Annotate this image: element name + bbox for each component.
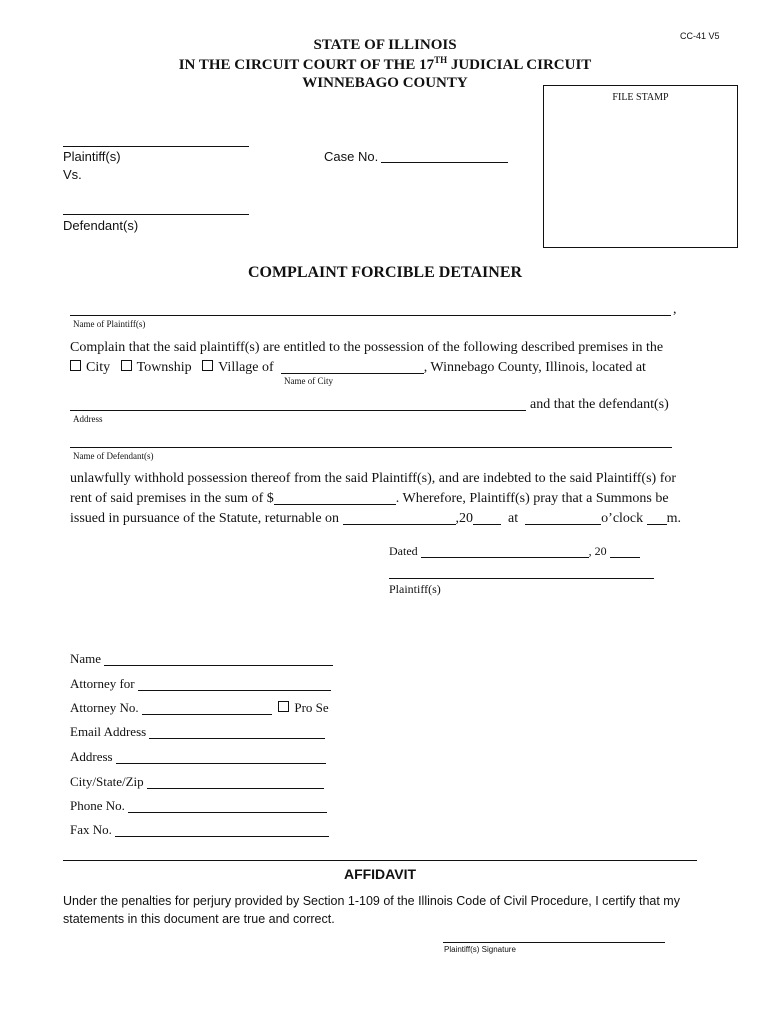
attorney-name-row <box>70 651 333 667</box>
affidavit-line2: statements in this document are true and correct. <box>63 912 335 926</box>
return-year-field[interactable] <box>473 510 501 525</box>
oclock-text: o’clock <box>601 511 644 526</box>
defendant-line[interactable] <box>63 214 249 215</box>
plaintiff-line[interactable] <box>63 146 249 147</box>
plaintiff-label: Plaintiff(s) <box>63 149 121 164</box>
name-of-plaintiff-caption: Name of Plaintiff(s) <box>73 319 146 329</box>
returnable-text: issued in pursuance of the Statute, returnable on <box>70 511 340 526</box>
fax-label: Fax No. <box>70 822 112 837</box>
city-state-zip-row <box>70 774 324 790</box>
phone-field[interactable] <box>128 799 327 813</box>
email-label: Email Address <box>70 724 147 739</box>
attorney-name-label: Name <box>70 651 102 666</box>
attorney-for-row <box>70 676 331 692</box>
wherefore-text: . Wherefore, Plaintiff(s) pray that a Summons be <box>395 491 669 506</box>
village-checkbox[interactable] <box>202 360 213 371</box>
header-court-post: JUDICIAL CIRCUIT <box>447 57 592 73</box>
city-label: City <box>86 360 111 375</box>
village-label: Village of <box>218 360 274 375</box>
attorney-name-field[interactable] <box>104 652 333 666</box>
dated-row <box>389 544 640 559</box>
affidavit-signature-field[interactable] <box>443 942 665 943</box>
affidavit-title: AFFIDAVIT <box>343 866 417 882</box>
county-text: , Winnebago County, Illinois, located at <box>423 360 646 375</box>
complaint-para-line1: unlawfully withhold possession thereof from the said Plaintiff(s), and are indebted to the said Plaintiff(s) for <box>70 471 677 486</box>
plaintiff-signature-field[interactable] <box>389 578 654 579</box>
email-field[interactable] <box>149 725 325 739</box>
name-of-defendants-caption: Name of Defendant(s) <box>73 451 154 461</box>
header-court-sup: TH <box>434 55 448 65</box>
trailing-comma: , <box>673 302 677 317</box>
fax-row <box>70 822 329 838</box>
name-of-defendants-field[interactable] <box>70 447 672 448</box>
affidavit-signature-caption: Plaintiff(s) Signature <box>444 945 516 954</box>
form-code: CC-41 V5 <box>680 31 720 41</box>
at-text: at <box>508 511 519 526</box>
attorney-no-field[interactable] <box>142 701 272 715</box>
address-field[interactable] <box>70 410 526 411</box>
pro-se-checkbox[interactable] <box>278 701 289 712</box>
township-checkbox[interactable] <box>121 360 132 371</box>
case-no-label: Case No. <box>324 149 379 164</box>
am-pm-field[interactable] <box>647 510 667 525</box>
complaint-line1: Complain that the said plaintiff(s) are entitled to the possession of the following described premises in the <box>70 340 664 355</box>
vs-label: Vs. <box>63 167 82 182</box>
rent-sum-text: rent of said premises in the sum of $ <box>70 491 274 506</box>
plaintiff-signature-caption: Plaintiff(s) <box>389 582 441 596</box>
complaint-para-line2 <box>70 490 669 507</box>
attorney-for-field[interactable] <box>138 677 331 691</box>
header-court <box>135 55 635 74</box>
city-state-zip-field[interactable] <box>147 775 324 789</box>
defendant-label: Defendant(s) <box>63 218 139 233</box>
attorney-no-label: Attorney No. <box>70 700 139 715</box>
dated-year-field[interactable] <box>610 545 640 558</box>
pro-se-label: Pro Se <box>294 700 329 715</box>
phone-label: Phone No. <box>70 798 125 813</box>
dated-label: Dated <box>389 544 418 558</box>
file-stamp-label: FILE STAMP <box>612 92 669 103</box>
rent-amount-field[interactable] <box>274 490 396 505</box>
return-hour-field[interactable] <box>525 510 601 525</box>
header-state: STATE OF ILLINOIS <box>313 37 457 53</box>
return-date-field[interactable] <box>343 510 456 525</box>
form-title: COMPLAINT FORCIBLE DETAINER <box>247 264 523 281</box>
attorney-address-row <box>70 749 326 765</box>
attorney-for-label: Attorney for <box>70 676 135 691</box>
fax-field[interactable] <box>115 823 329 837</box>
municipality-options <box>70 359 646 376</box>
header-county: WINNEBAGO COUNTY <box>302 75 468 91</box>
affidavit-divider <box>63 860 697 861</box>
dated-year-prefix: , 20 <box>588 544 607 558</box>
m-text: m. <box>666 511 682 526</box>
attorney-no-row <box>70 700 329 716</box>
file-stamp-box <box>543 85 738 248</box>
and-defendants-text: and that the defendant(s) <box>530 397 669 412</box>
case-no-field[interactable] <box>381 162 508 163</box>
attorney-address-label: Address <box>70 749 113 764</box>
attorney-address-field[interactable] <box>116 750 326 764</box>
address-caption: Address <box>73 414 103 424</box>
name-of-plaintiff-field[interactable] <box>70 315 671 316</box>
email-row <box>70 724 325 740</box>
city-name-field[interactable] <box>281 359 424 374</box>
complaint-para-line3 <box>70 510 681 527</box>
city-checkbox[interactable] <box>70 360 81 371</box>
township-label: Township <box>136 360 192 375</box>
affidavit-line1: Under the penalties for perjury provided by Section 1-109 of the Illinois Code of Civil Procedure, I certify that my <box>63 894 680 908</box>
dated-field[interactable] <box>421 545 589 558</box>
header-court-pre: IN THE CIRCUIT COURT OF THE 17 <box>178 57 435 73</box>
year-20-text: ,20 <box>455 511 474 526</box>
phone-row <box>70 798 327 814</box>
city-state-zip-label: City/State/Zip <box>70 774 144 789</box>
name-of-city-caption: Name of City <box>284 376 333 386</box>
